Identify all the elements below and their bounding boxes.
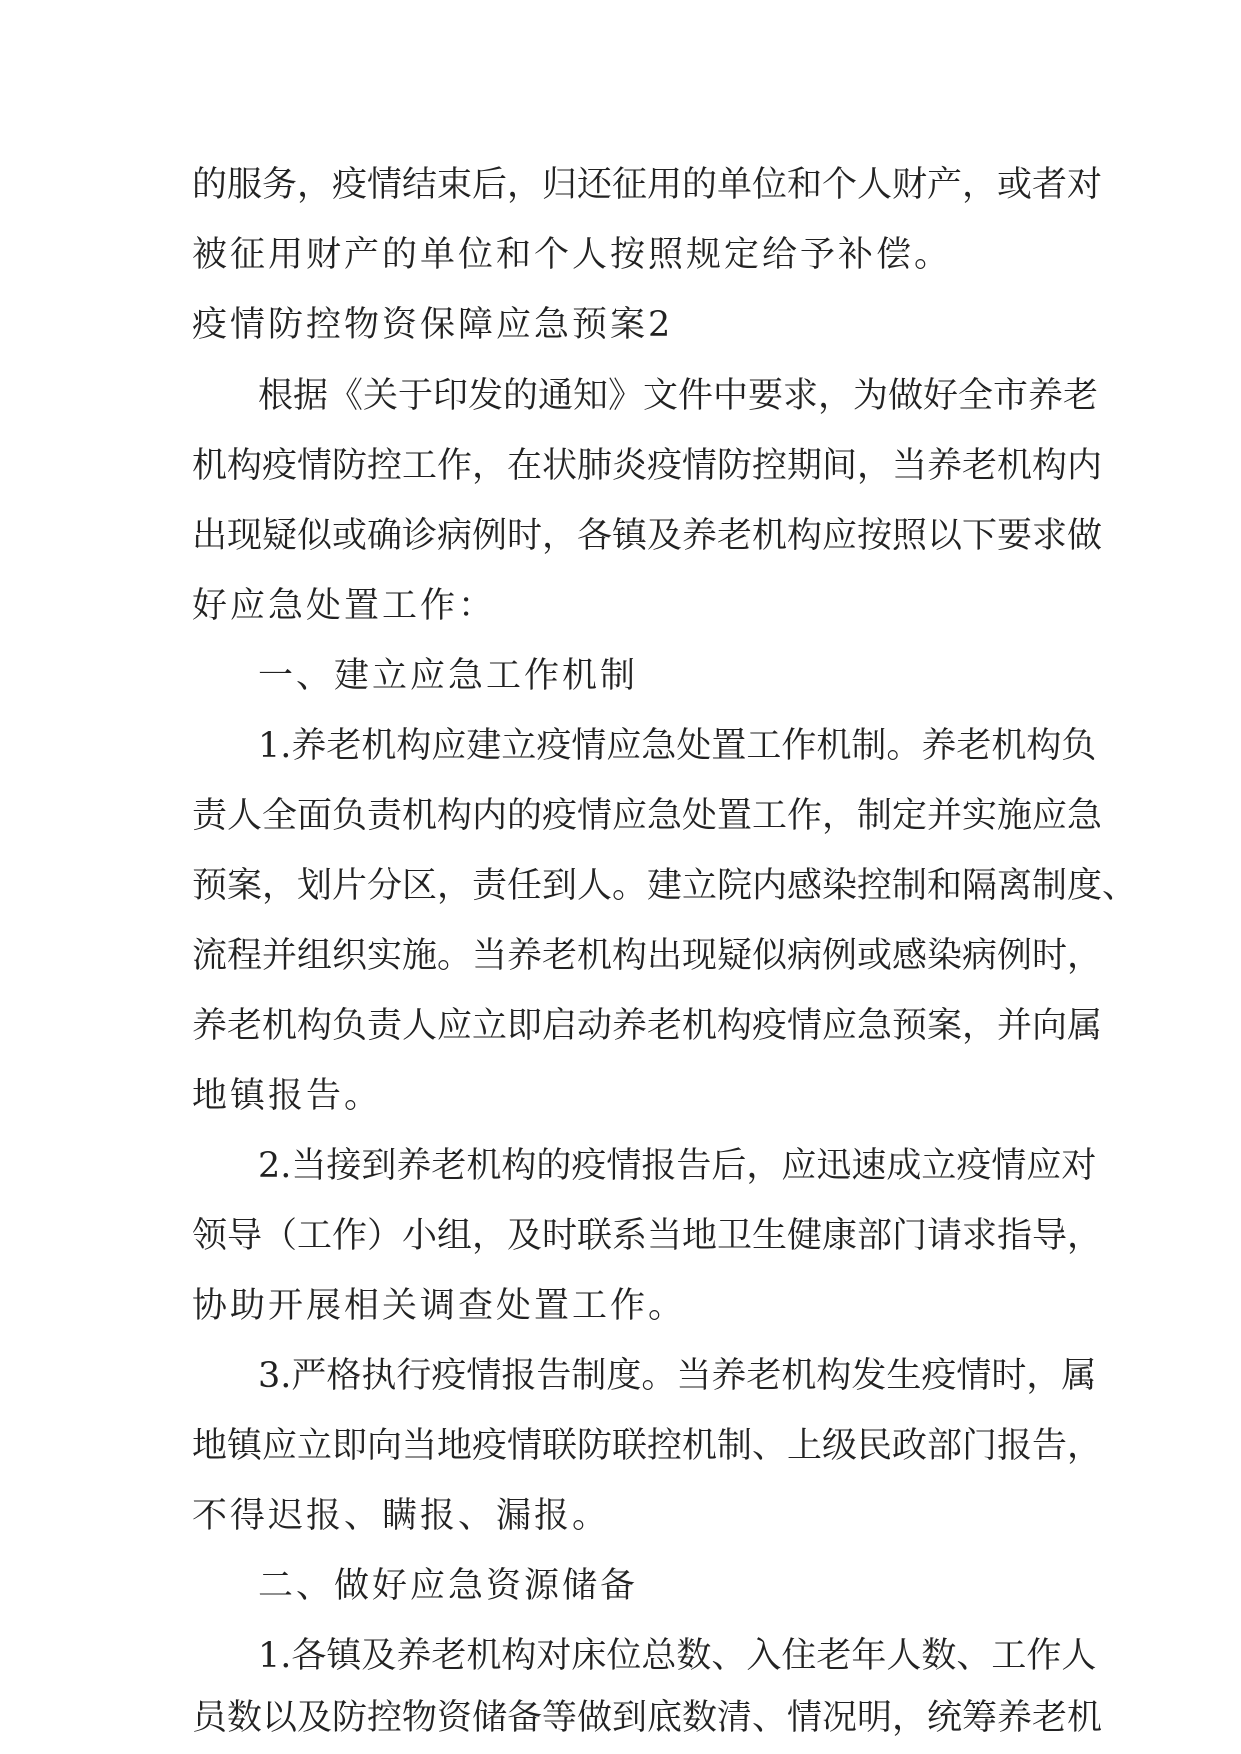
body-text-line: 机构疫情防控工作，在状肺炎疫情防控期间，当养老机构内 xyxy=(192,446,1103,486)
heading-2: 二、做好应急资源储备 xyxy=(258,1566,639,1606)
paragraph-first-line: 1.养老机构应建立疫情应急处置工作机制。养老机构负 xyxy=(258,726,1097,766)
paragraph-first-line: 2.当接到养老机构的疫情报告后，应迅速成立疫情应对 xyxy=(258,1146,1097,1186)
body-text-line: 不得迟报、瞒报、漏报。 xyxy=(192,1496,611,1536)
body-text-line: 被征用财产的单位和个人按照规定给予补偿。 xyxy=(192,235,953,275)
body-text-line: 好应急处置工作： xyxy=(192,586,497,626)
paragraph-first-line: 3.严格执行疫情报告制度。当养老机构发生疫情时，属 xyxy=(258,1356,1097,1396)
body-text-line: 的服务，疫情结束后，归还征用的单位和个人财产，或者对 xyxy=(192,165,1103,205)
body-text-line: 出现疑似或确诊病例时，各镇及养老机构应按照以下要求做 xyxy=(192,516,1103,556)
body-text-line: 地镇报告。 xyxy=(192,1076,383,1116)
body-text-line: 责人全面负责机构内的疫情应急处置工作，制定并实施应急 xyxy=(192,796,1103,836)
body-text-line: 预案，划片分区，责任到人。建立院内感染控制和隔离制度、 xyxy=(192,866,1138,906)
section-title: 疫情防控物资保障应急预案2 xyxy=(192,305,674,345)
body-text-line: 地镇应立即向当地疫情联防联控机制、上级民政部门报告， xyxy=(192,1426,1103,1466)
paragraph-first-line: 1.各镇及养老机构对床位总数、入住老年人数、工作人 xyxy=(258,1636,1097,1676)
heading-1: 一、建立应急工作机制 xyxy=(258,656,639,696)
body-text-line: 员数以及防控物资储备等做到底数清、情况明，统筹养老机 xyxy=(192,1698,1103,1738)
body-text-line: 养老机构负责人应立即启动养老机构疫情应急预案，并向属 xyxy=(192,1006,1103,1046)
body-text-line: 流程并组织实施。当养老机构出现疑似病例或感染病例时， xyxy=(192,936,1103,976)
paragraph-first-line: 根据《关于印发的通知》文件中要求，为做好全市养老 xyxy=(258,376,1099,416)
body-text-line: 协助开展相关调查处置工作。 xyxy=(192,1286,687,1326)
body-text-line: 领导（工作）小组，及时联系当地卫生健康部门请求指导， xyxy=(192,1216,1103,1256)
